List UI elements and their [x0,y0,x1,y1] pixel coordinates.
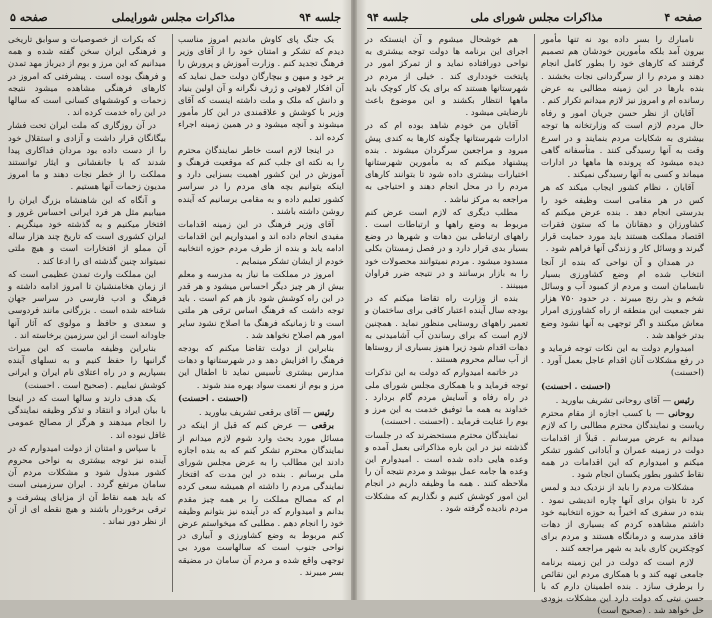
paragraph: یک جنگ پای کاوش ماندیم امروز مناسب دیدم که تشکر و امتنان خود را از آقای وزیر فرهنگ تجدید کنم . وزارت آموزش و پرورش را بر خود و میهن و بیچارگان دولت حمل نماید که آن افکار لاهوتی و ژرف نگرانه و آن اولین بنیاد و دانش که ملک و ملت داشته اینست که آقای وزیر با کوشش و علاقمندی در این کار مأمور میشوند و آنچه میشود و در همین زمینه اجراء کرده اند . [178,35,344,143]
paragraph: امیدوارم دولت به این نکات توجه فرماید و در رفع مشکلات آنان اقدام عاجل بعمل آورد . (احسنت) [541,344,704,379]
left-inner-column [178,34,344,594]
paragraph: مشکلات مردم را باید از نزدیک دید و لمس کرد تا بتوان برای آنها چاره اندیشی نمود . بنده در سفری که اخیراً به حوزه انتخابیه خود داشتم مشاهده کردم که بسیاری از دهات فاقد مدرسه و درمانگاه هستند و مردم برای کوچکترین کاری باید به شهر مراجعه کنند . [541,483,704,555]
paragraph: لازم است که دولت در این زمینه برنامه جامعی تهیه کند و با همکاری مردم این نقائص را برطرف سازد . بنده اطمینان دارم که با حسن نیتی که دولت دارد این مشکلات بزودی حل خواهد شد . (صحیح است) [541,557,704,617]
speaker-text: — عرض کنم که قبل از اینکه در مسائل مورد بحث وارد شوم لازم میدانم از نمایندگان محترم تشکر کنم که به بنده اجازه دادند این مطالب را به عرض مجلس شورای ملی برسانم . بنده در این مدت که افتخار نمایندگی مردم را داشته ام همیشه سعی کرده ام که مصالح مملکت را بر همه چیز مقدم بدانم و امیدوارم که در آینده نیز بتوانم وظیفه خود را انجام دهم . مطلبی که میخواستم عرض کنم مربوط به وضع کشاورزی و آبیاری در نواحی جنوب است که سالهاست مورد بی توجهی واقع شده و مردم آن سامان در مضیقه بسر میبرند . [178,421,344,578]
right-page [357,0,712,617]
paragraph: این مملکت وارث تمدن عظیمی است که از زمان هخامنشیان تا امروز ادامه داشته و فرهنگ و ادب فارسی در سراسر جهان شناخته شده است . بزرگانی مانند فردوسی و سعدی و حافظ و مولوی که آثار آنها جاودانه است از این سرزمین برخاسته اند . [8,269,166,341]
applause-note: (احسنت . احسنت) [178,393,248,404]
paragraph: بنابراین از دولت تقاضا میکنم که بودجه فرهنگ را افزایش دهد و در شهرستانها و دهات مدارس بیشتری تأسیس نماید تا اطفال این مرز و بوم از نعمت سواد بهره مند شوند . [178,344,344,391]
left-session-label: جلسه ۹۴ [299,10,341,24]
paragraph: و آنگاه که این شاهنشاه بزرگ ایران را مییابیم مثل هر فرد ایرانی احساس غرور و افتخار میکنیم و به گذشته خود مینگریم . ایران کشوری است که تاریخ چند هزار ساله آن مملو از افتخارات است و هیچ ملتی نمیتواند چنین گذشته ای را ادعا کند . [8,195,166,267]
paragraph: آقایان ، نظام کشور ایجاب میکند که هر کس در هر مقامی است وظیفه خود را بدرستی انجام دهد . بنده عرض میکنم که کشاورزان و دهقانان ما که ستون فقرات اقتصاد مملکت هستند باید مورد حمایت قرار گیرند و وسائل کار و زندگی آنها فراهم شود . [541,183,704,255]
right-inner-column [365,34,528,594]
speaker-name: رئیس [673,395,694,406]
right-page-header [367,6,702,29]
speaker-entry [541,408,704,481]
paragraph: در خاتمه امیدوارم که دولت به این تذکرات توجه فرماید و با همکاری مجلس شورای ملی در راه رفاه و آسایش مردم گام بردارد . خداوند به همه ما توفیق خدمت به این مرز و بوم را عنایت فرماید . (احسنت . احسنت) [365,368,528,428]
paragraph: بنابراین وظیفه ماست که این میراث گرانبها را حفظ کنیم و به نسلهای آینده بسپاریم و در راه اعتلای نام ایران و ایرانی کوشش نماییم . (صحیح است . احسنت) [8,344,166,391]
speaker-name: روحانی [668,409,694,420]
paragraph: در اینجا لازم است خاطر نمایندگان محترم را به نکته ای جلب کنم که موقعیت فرهنگ و آموزش در این کشور اهمیت بسزایی دارد و اینکه بتوانیم بچه های مردم را در سراسر کشور تعلیم داده و به مقامی برسانیم که آینده روشن داشته باشند . [178,145,344,217]
paragraph: یک هدف دارند و سالها است که در اینجا با بیان ایراد و انتقاد و تذکر وظیفه نمایندگی را انجام میدهند و هرگز از مصالح عمومی غافل نبوده اند . [8,393,166,441]
speaker-text: — آقای برقعی تشریف بیاورید . [198,408,312,419]
speaker-text: — آقای روحانی تشریف بیاورید . [555,395,672,406]
right-page-number: صفحه ۴ [664,10,702,24]
column-rule [172,34,173,592]
speaker-entry [178,420,344,579]
column-rule [534,34,535,592]
right-session-label: جلسه ۹۴ [367,10,409,24]
speaker-name: رئیس [313,408,334,419]
paragraph: بنده از وزارت راه تقاضا میکنم که در بودجه سال آینده اعتبار کافی برای ساختمان و تعمیر راههای روستایی منظور نماید . همچنین لازم است که برای رساندن آب آشامیدنی به دهات اقدام شود زیرا هنوز بسیاری از روستاها از آب سالم محروم هستند . [365,294,528,366]
left-page-header [10,6,341,29]
paragraph: با سپاس و امتنان از دولت امیدوارم که در آینده نیز توجه بیشتری به نواحی محروم کشور مبذول شود و مشکلات مردم آن سامان مرتفع گردد . ایران سرزمینی است که باید همه نقاط آن از مزایای پیشرفت و ترقی برخوردار باشند و هیچ نقطه ای از آن از نظر دور نماند . [8,443,166,527]
left-page [0,0,351,600]
paragraph: آقایان از نظر حسن جریان امور و رفاه حال مردم لازم است که وزارتخانه ها توجه بیشتری به شکایات مردم بنمایند و در اسرع وقت به آنها رسیدگی کنند . متأسفانه گاهی دیده میشود که پرونده ها ماهها در ادارات میماند و کسی به آنها رسیدگی نمیکند . [541,109,704,181]
paragraph: نمایندگان محترم مستحضرند که در جلسات گذشته نیز در این باره مذاکراتی بعمل آمده و وعده هایی داده شده است . امیدوارم این وعده ها جامه عمل بپوشد و مردم نتیجه آن را ملاحظه کنند . همه ما وظیفه داریم در انجام این امور کوشش کنیم و نگذاریم که مشکلات مردم نادیده گرفته شود . [365,430,528,514]
paragraph: آقای وزیر فرهنگ در این زمینه اقدامات مفیدی انجام داده اند و امیدواریم این اقدامات ادامه یابد و بنده از طرف مردم حوزه انتخابیه خودم از ایشان تشکر مینمایم . [178,220,344,267]
paragraph: نامبارك را بسر داده بود نه تنها مأمور بیرون آمد بلکه مأمورین خودشان هم تصمیم گرفتند که کارهای خود را بطور کامل انجام دهند و مردم را از سرگردانی نجات بخشند . بنده بارها در این زمینه مطالبی به عرض رسانده ام و امروز نیز لازم میدانم تکرار کنم . [541,35,704,107]
paragraph: هم خوشحال میشوم و آن اینستکه در اجرای این برنامه ها دولت توجه بیشتری به نواحی دورافتاده نماید و از تمرکز امور در پایتخت خودداری کند . خیلی از مردم در شهرستانها هستند که برای یک کار کوچک باید ماهها انتظار بکشند و این موضوع باعث نارضایتی میشود . [365,35,528,119]
speaker-entry [541,395,704,407]
paragraph: امروز در مملکت ما نیاز به مدرسه و معلم بیش از هر چیز دیگر احساس میشود و هر قدر در این راه کوشش شود باز هم کم است . باید توجه داشت که فرهنگ اساس ترقی هر ملتی است و تا زمانیکه فرهنگ ما اصلاح نشود سایر امور هم اصلاح نخواهد شد . [178,269,344,341]
speaker-entry [178,407,344,419]
speaker-text: — با کسب اجازه از مقام محترم ریاست و نمایندگان محترم مطالبی را که لازم میدانم به عرض میرسانم . قبلاً از اقدامات دولت در زمینه عمران و آبادانی کشور تشکر میکنم و امیدوارم که این اقدامات در همه نقاط کشور بطور یکسان انجام شود . [541,409,704,481]
paragraph: آقایان من خودم شاهد بوده ام که در ادارات شهرستانها چگونه کارها به کندی پیش میرود و مراجعین سرگردان میشوند . بنده پیشنهاد میکنم که به مأمورین شهرستانها اختیارات بیشتری داده شود تا بتوانند کارهای مردم را در محل انجام دهند و احتیاجی به مراجعه به مرکز نباشد . [365,121,528,205]
paragraph: در آن روزگاری که ملت ایران تحت فشار بیگانگان قرار داشت و آزادی و استقلال خود را از دست داده بود مردان فداکاری پیدا شدند که با جانفشانی و ایثار توانستند مملکت را از خطر نجات دهند و ما امروز مدیون زحمات آنها هستیم . [8,121,166,193]
left-page-number: صفحه ۵ [10,10,48,24]
right-outer-column [541,34,704,617]
speaker-name: برقعی [311,421,335,432]
paragraph: مطلب دیگری که لازم است عرض کنم مربوط به وضع راهها و ارتباطات است . راههای ارتباطی بین دهات و شهرها در وضع بسیار بدی قرار دارد و در فصل زمستان بکلی مسدود میشود . مردم نمیتوانند محصولات خود را به بازار برسانند و در نتیجه ضرر فراوان میبینند . [365,207,528,292]
left-running-title: مذاکرات مجلس شورایملی [111,10,236,24]
applause-note: (احسنت . احسنت) [541,381,611,392]
right-running-title: مذاکرات مجلس شورای ملی [470,10,603,24]
left-outer-column [8,34,166,594]
paragraph: در همدان و آن نواحی که بنده از آنجا انتخاب شده ام وضع کشاورزی بسیار نابسامان است و مردم از کمبود آب و وسائل شخم و بذر رنج میبرند . در حدود ۷۵۰ هزار نفر جمعیت این منطقه از راه کشاورزی امرار معاش میکنند و اگر توجهی به آنها نشود وضع بدتر خواهد شد . [541,257,704,341]
paragraph: که بکرات از خصوصیات و سوابق تاریخی و فرهنگی ایران سخن گفته شده و همه میدانیم که این مرز و بوم از دیرباز مهد تمدن و فرهنگ بوده است . پیشرفتی که امروز در کارهای فرهنگی مشاهده میشود نتیجه زحمات و کوششهای کسانی است که سالها در این راه خدمت کرده اند . [8,35,166,119]
